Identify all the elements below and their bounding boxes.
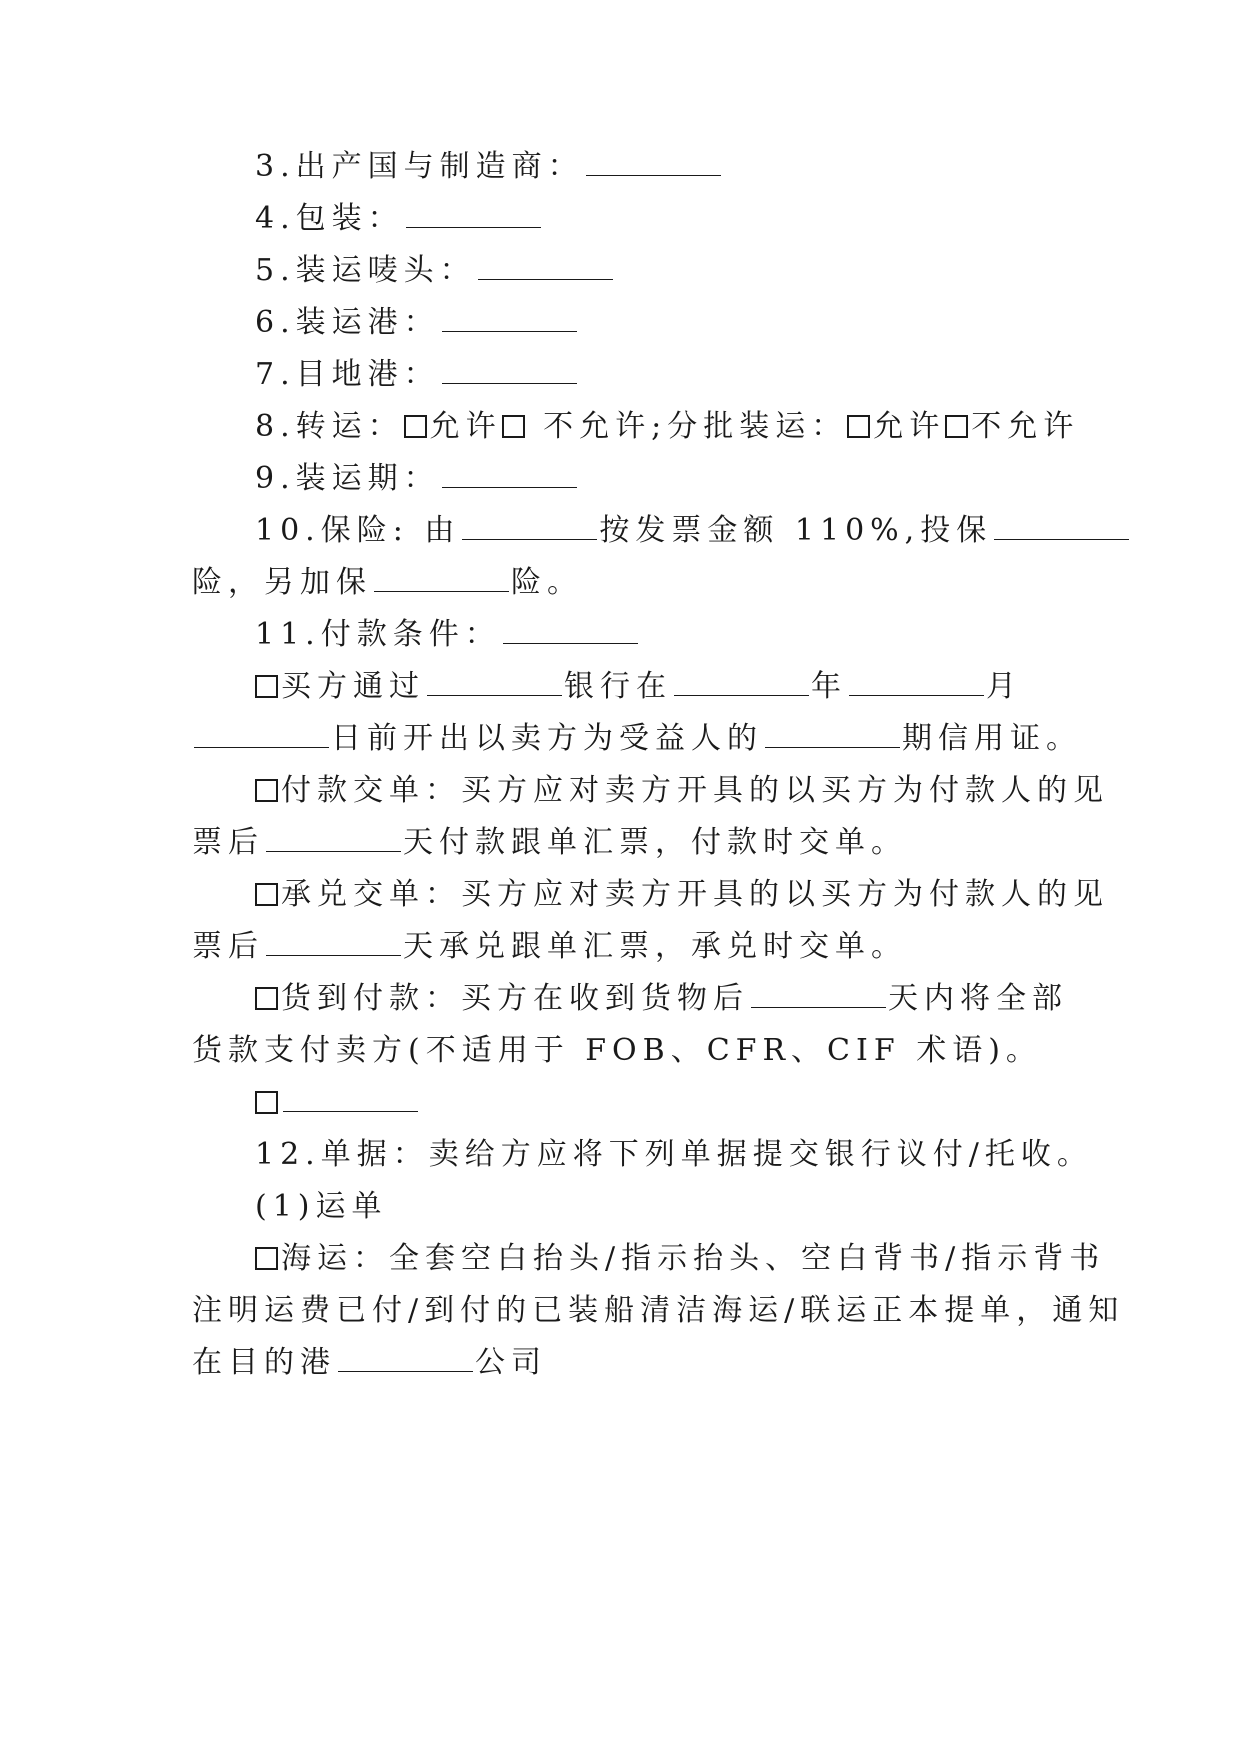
payment-option-lc [255,665,1135,709]
fill-blank[interactable] [266,821,401,852]
item-text: 注明运费已付/到付的已装船清洁海运/联运正本提单，通知 [192,1293,1125,1328]
payment-option-dp-cont [192,821,1072,865]
payment-option-da-cont [192,925,1072,969]
waybill-option-sea-cont [192,1289,1125,1333]
checkbox-icon[interactable] [255,675,278,698]
item-text: 险，另加保 [192,565,372,600]
checkbox-icon[interactable] [404,415,427,438]
item-text: 期信用证。 [902,721,1082,756]
item-label: 6.装运港： [255,305,440,340]
fill-blank[interactable] [283,1081,418,1112]
option-label: 允许 [873,409,946,444]
payment-option-da [255,873,1135,917]
option-label: 不允许 [971,409,1080,444]
item-label: 7.目地港： [255,357,440,392]
item-text: 天付款跟单汇票，付款时交单。 [403,825,907,860]
checkbox-icon[interactable] [255,1247,278,1270]
fill-blank[interactable] [442,353,577,384]
checkbox-icon[interactable] [945,415,968,438]
fill-blank[interactable] [374,561,509,592]
payment-option-other [255,1081,1135,1125]
item-label: 12.单据：卖给方应将下列单据提交银行议付/托收。 [255,1137,1093,1172]
item-text: 票后 [192,825,264,860]
item-text: 天承兑跟单汇票，承兑时交单。 [403,929,907,964]
fill-blank[interactable] [586,145,721,176]
item-text: 月 [986,669,1022,704]
fill-blank[interactable] [751,977,886,1008]
item-10-insurance [255,509,1135,553]
item-12-1-waybill [255,1185,1135,1229]
item-label: 4.包装： [255,201,404,236]
checkbox-icon[interactable] [255,883,278,906]
item-label: 10.保险: 由 [255,513,461,548]
payment-option-dp [255,769,1135,813]
item-text: 货款支付卖方(不适用于 FOB、CFR、CIF 术语)。 [192,1033,1042,1068]
fill-blank[interactable] [503,613,638,644]
item-text: 在目的港 [192,1345,336,1380]
fill-blank[interactable] [765,717,900,748]
item-12-documents [255,1133,1135,1177]
item-label: 11.付款条件： [255,617,501,652]
item-text: 票后 [192,929,264,964]
item-label: 8.转运： [255,409,404,444]
fill-blank[interactable] [442,301,577,332]
item-text: 银行在 [564,669,672,704]
item-label: (1)运单 [255,1189,388,1224]
item-5-shipping-mark [255,249,1135,293]
fill-blank[interactable] [849,665,984,696]
fill-blank[interactable] [478,249,613,280]
item-text: 公司 [475,1345,547,1380]
item-text: 险。 [511,565,583,600]
item-10-insurance-cont [192,561,1072,605]
item-4-packing [255,197,1135,241]
item-8-transshipment [255,405,1135,449]
checkbox-icon[interactable] [255,1091,278,1114]
item-text: 货到付款：买方在收到货物后 [281,981,749,1016]
checkbox-icon[interactable] [502,415,525,438]
waybill-option-sea-cont2 [192,1341,1072,1385]
item-11-payment-terms [255,613,1135,657]
fill-blank[interactable] [194,717,329,748]
item-label: 5.装运唛头： [255,253,476,288]
fill-blank[interactable] [462,509,597,540]
waybill-option-sea [255,1237,1135,1281]
fill-blank[interactable] [266,925,401,956]
checkbox-icon[interactable] [847,415,870,438]
item-text: 日前开出以卖方为受益人的 [331,721,763,756]
fill-blank[interactable] [338,1341,473,1372]
item-6-loading-port [255,301,1135,345]
fill-blank[interactable] [442,457,577,488]
payment-option-lc-cont [192,717,1082,761]
checkbox-icon[interactable] [255,987,278,1010]
option-label: 允许 [429,409,502,444]
item-9-shipment-period [255,457,1135,501]
checkbox-icon[interactable] [255,779,278,802]
item-text: 天内将全部 [888,981,1068,1016]
item-label: 3.出产国与制造商： [255,149,584,184]
payment-option-cod [255,977,1135,1021]
item-7-destination-port [255,353,1135,397]
item-text: 承兑交单：买方应对卖方开具的以买方为付款人的见 [281,877,1109,912]
item-text: 海运：全套空白抬头/指示抬头、空白背书/指示背书 [281,1241,1106,1276]
item-label: 9.装运期： [255,461,440,496]
option-label: 不允许;分批装运： [527,409,848,444]
item-text: 买方通过 [281,669,425,704]
item-text: 按发票金额 110%,投保 [599,513,993,548]
item-text: 年 [811,669,847,704]
fill-blank[interactable] [994,509,1129,540]
fill-blank[interactable] [406,197,541,228]
item-3-origin-manufacturer [255,145,1135,189]
fill-blank[interactable] [427,665,562,696]
fill-blank[interactable] [674,665,809,696]
payment-option-cod-cont [192,1029,1072,1073]
item-text: 付款交单：买方应对卖方开具的以买方为付款人的见 [281,773,1109,808]
